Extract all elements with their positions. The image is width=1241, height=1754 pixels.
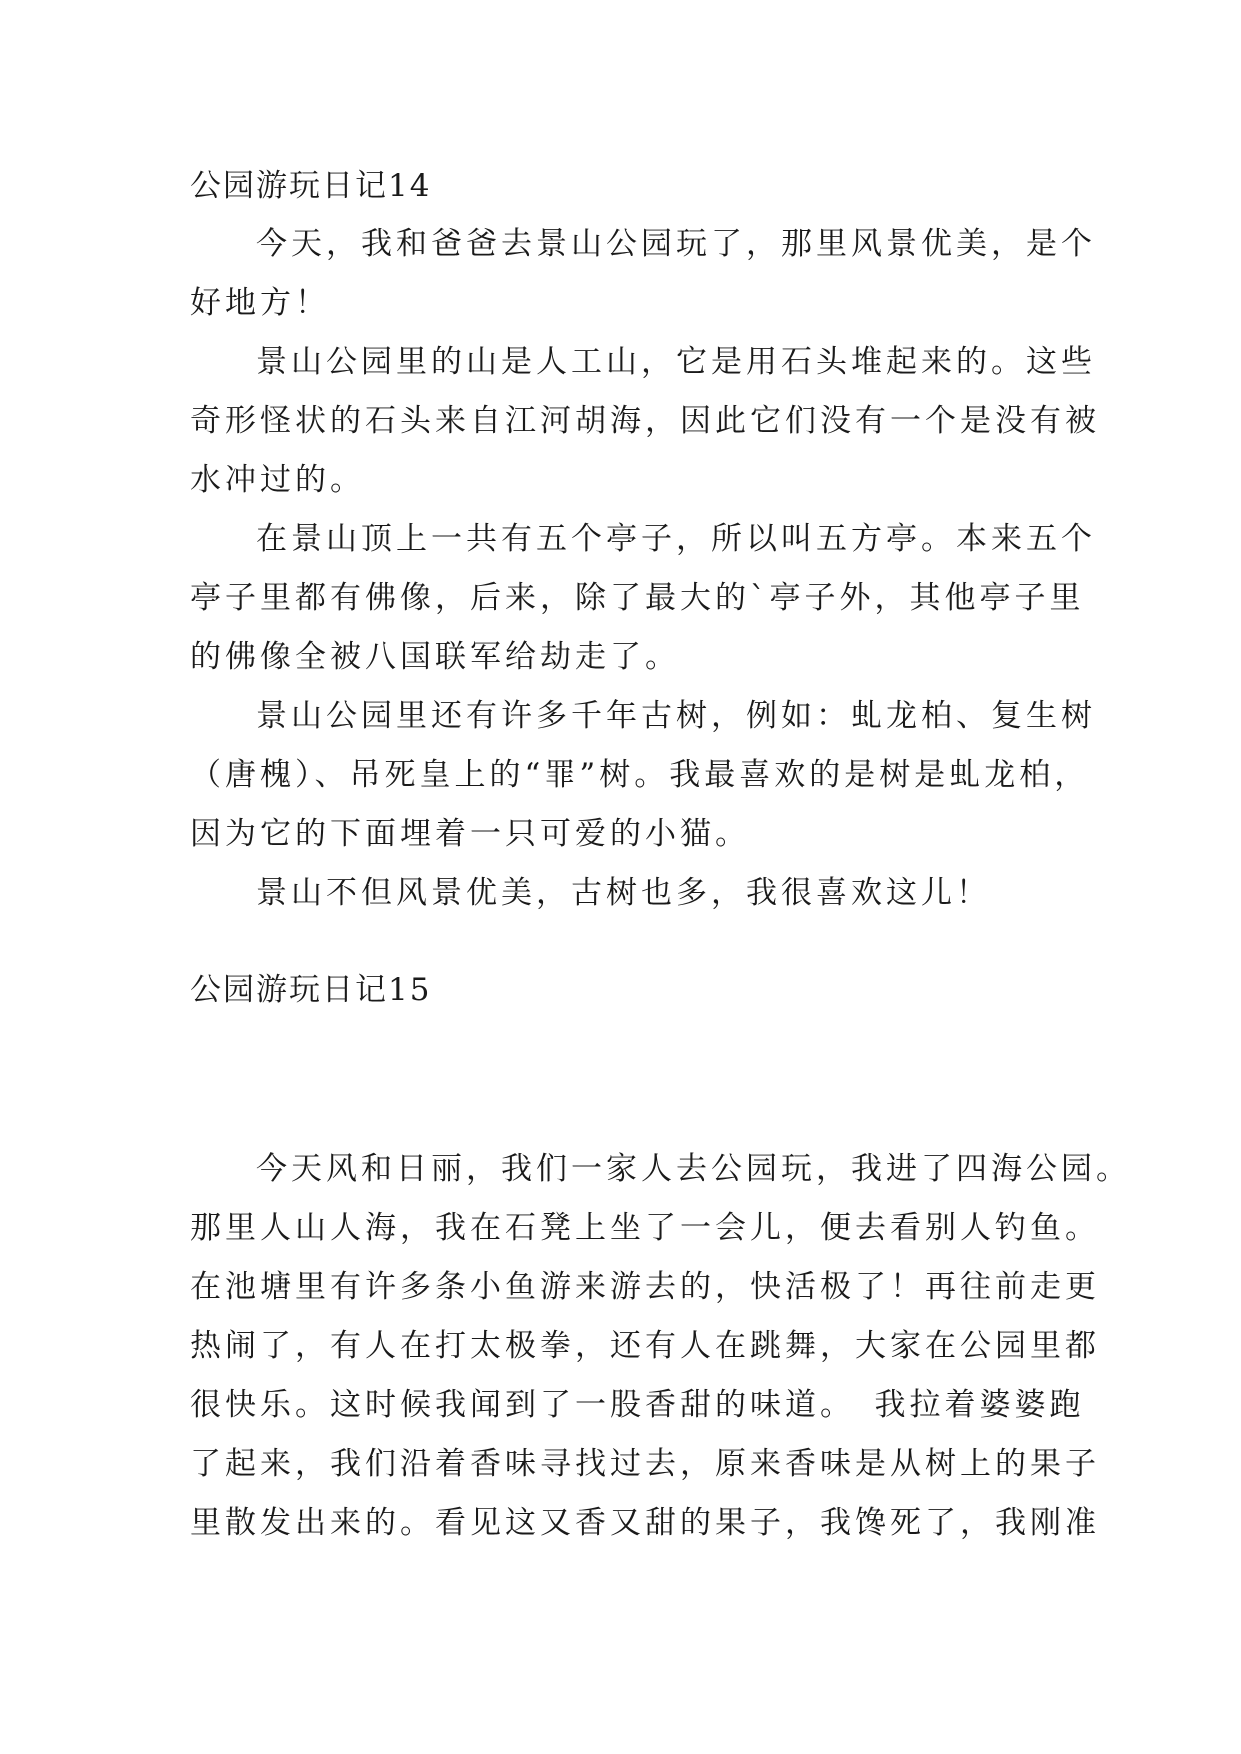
paragraph-line: 水冲过的。 (190, 462, 365, 498)
paragraph-line: 了起来，我们沿着香味寻找过去，原来香味是从树上的果子 (190, 1446, 1100, 1482)
paragraph-line: 好地方！ (190, 285, 330, 321)
paragraph-line: 很快乐。这时候我闻到了一股香甜的味道。 我拉着婆婆跑 (190, 1387, 1085, 1423)
paragraph-line: 里散发出来的。看见这又香又甜的果子，我馋死了，我刚准 (190, 1505, 1100, 1541)
paragraph-line: 因为它的下面埋着一只可爱的小猫。 (190, 816, 750, 852)
paragraph-line: 那里人山人海，我在石凳上坐了一会儿，便去看别人钓鱼。 (190, 1210, 1100, 1246)
paragraph-line: 今天风和日丽，我们一家人去公园玩，我进了四海公园。 (256, 1151, 1131, 1187)
paragraph-line: 的佛像全被八国联军给劫走了。 (190, 639, 680, 675)
section-title-14: 公园游玩日记14 (190, 168, 432, 204)
section-title-15: 公园游玩日记15 (190, 972, 432, 1008)
paragraph-line: 在景山顶上一共有五个亭子，所以叫五方亭。本来五个 (256, 521, 1096, 557)
paragraph-line: 亭子里都有佛像，后来，除了最大的`亭子外，其他亭子里 (190, 580, 1085, 616)
paragraph-line: 景山不但风景优美，古树也多，我很喜欢这儿！ (256, 875, 991, 911)
paragraph-line: 在池塘里有许多条小鱼游来游去的，快活极了！再往前走更 (190, 1269, 1100, 1305)
paragraph-line: 奇形怪状的石头来自江河胡海，因此它们没有一个是没有被 (190, 403, 1100, 439)
paragraph-line: （唐槐）、吊死皇上的“罪”树。我最喜欢的是树是虬龙柏， (190, 757, 1090, 793)
paragraph-line: 景山公园里的山是人工山，它是用石头堆起来的。这些 (256, 344, 1096, 380)
paragraph-line: 今天，我和爸爸去景山公园玩了，那里风景优美，是个 (256, 226, 1096, 262)
paragraph-line: 景山公园里还有许多千年古树，例如：虬龙柏、复生树 (256, 698, 1096, 734)
paragraph-line: 热闹了，有人在打太极拳，还有人在跳舞，大家在公园里都 (190, 1328, 1100, 1364)
